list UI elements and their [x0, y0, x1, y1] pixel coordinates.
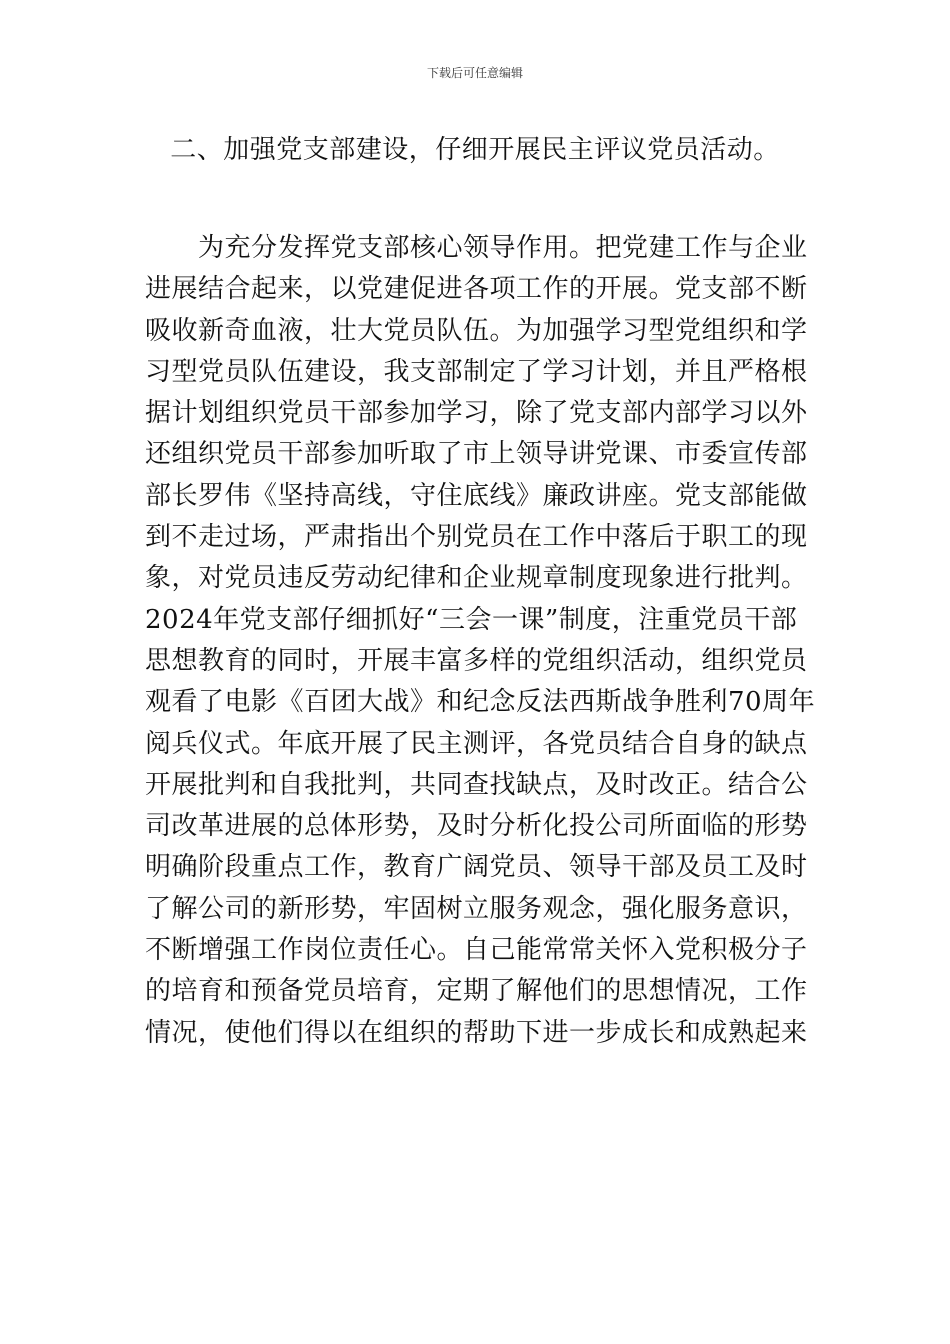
body-line: 象，对党员违反劳动纪律和企业规章制度现象进行批判。	[145, 563, 808, 594]
body-line: 观看了电影《百团大战》和纪念反法西斯战争胜利70周年	[145, 687, 816, 718]
body-line: 部长罗伟《坚持高线，守住底线》廉政讲座。党支部能做	[145, 480, 808, 511]
body-line: 为充分发挥党支部核心领导作用。把党建工作与企业	[145, 233, 808, 263]
body-line: 不断增强工作岗位责任心。自己能常常关怀入党积极分子	[145, 935, 808, 966]
body-line: 开展批判和自我批判，共同查找缺点，及时改正。结合公	[145, 769, 808, 800]
body-line: 情况，使他们得以在组织的帮助下进一步成长和成熟起来	[145, 1017, 808, 1048]
body-line: 的培育和预备党员培育，定期了解他们的思想情况，工作	[145, 976, 808, 1007]
body-line: 2024年党支部仔细抓好“三会一课”制度，注重党员干部	[145, 604, 798, 635]
body-line: 还组织党员干部参加听取了市上领导讲党课、市委宣传部	[145, 439, 808, 470]
body-line: 吸收新奇血液，壮大党员队伍。为加强学习型党组织和学	[145, 315, 808, 346]
body-line: 到不走过场，严肃指出个别党员在工作中落后于职工的现	[145, 522, 808, 553]
page-header-note: 下载后可任意编辑	[426, 66, 523, 80]
section-heading: 二、加强党支部建设，仔细开展民主评议党员活动。	[170, 135, 780, 165]
body-line: 思想教育的同时，开展丰富多样的党组织活动，组织党员	[145, 645, 808, 676]
body-line: 司改革进展的总体形势，及时分析化投公司所面临的形势	[145, 811, 808, 842]
body-paragraph	[145, 228, 845, 1054]
body-line: 明确阶段重点工作，教育广阔党员、领导干部及员工及时	[145, 852, 808, 883]
body-line: 了解公司的新形势，牢固树立服务观念，强化服务意识，	[145, 893, 808, 924]
body-line: 习型党员队伍建设，我支部制定了学习计划，并且严格根	[145, 356, 808, 387]
body-line: 阅兵仪式。年底开展了民主测评，各党员结合自身的缺点	[145, 728, 808, 759]
body-line: 进展结合起来，以党建促进各项工作的开展。党支部不断	[145, 274, 808, 305]
body-line: 据计划组织党员干部参加学习，除了党支部内部学习以外	[145, 398, 808, 429]
